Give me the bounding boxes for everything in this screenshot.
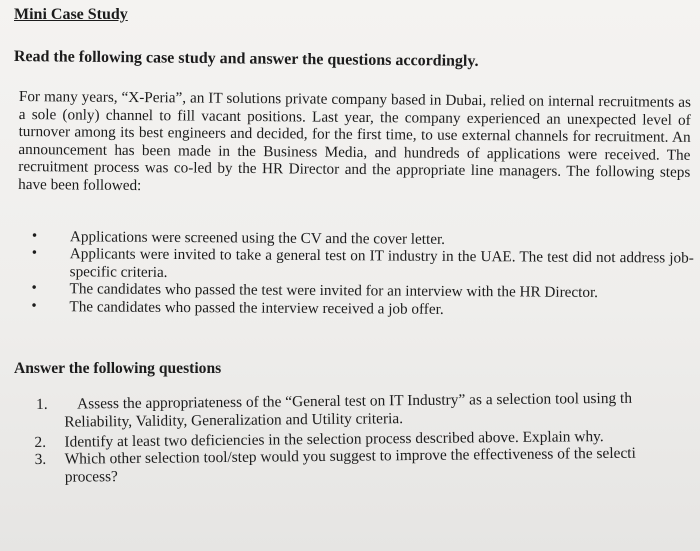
step-text: The candidates who passed the interview received a job offer. (69, 297, 444, 318)
answer-heading: Answer the following questions (14, 360, 222, 377)
bullet-icon: • (31, 228, 38, 245)
process-steps-list (29, 228, 694, 320)
step-text: Applicants were invited to take a general test on IT industry in the UAE. The test did not address job-specific criteria. (69, 245, 694, 281)
bullet-icon: • (31, 280, 37, 297)
question-line: Assess the appropriateness of the “General test on IT Industry” as a selection tool using th (76, 389, 633, 413)
question-line: Identify at least two deficiencies in the selection process described above. Explain why. (64, 427, 604, 451)
question-number: 3. (34, 451, 47, 469)
step-text: The candidates who passed the test were invited for an interview with the HR Director. (69, 280, 599, 302)
list-item (29, 298, 693, 320)
case-paragraph: For many years, “X-Peria”, an IT solutions private company based in Dubai, relied on internal recruitments as a sole (only) channel to fill vacant positions. Last year, the company experienced an unexpected level of turnover among its best engineers and decided, for the first time, to use external channels for recruitment. An announcement has been made in the Business Media, and hundreds of applications were received. The recruitment process was co-led by the HR Director and the appropriate line managers. The following steps have been followed: (18, 88, 691, 195)
question-number: 1. (35, 395, 48, 413)
bullet-icon: • (31, 297, 37, 314)
question-item (35, 444, 700, 487)
page-title: Mini Case Study (14, 6, 128, 23)
bullet-icon: • (31, 245, 38, 262)
questions-list (34, 388, 700, 487)
question-line: Which other selection tool/step would you suggest to improve the effectiveness of the selecti (64, 445, 636, 469)
question-text (64, 388, 700, 431)
question-number: 2. (34, 433, 47, 451)
question-line: Reliability, Validity, Generalization and Utility criteria. (64, 409, 404, 431)
step-text: Applications were screened using the CV and the cover letter. (69, 228, 446, 248)
list-item (30, 245, 694, 284)
question-line: process? (64, 468, 118, 486)
instruction-text: Read the following case study and answer the questions accordingly. (13, 48, 479, 70)
question-item (34, 388, 700, 431)
